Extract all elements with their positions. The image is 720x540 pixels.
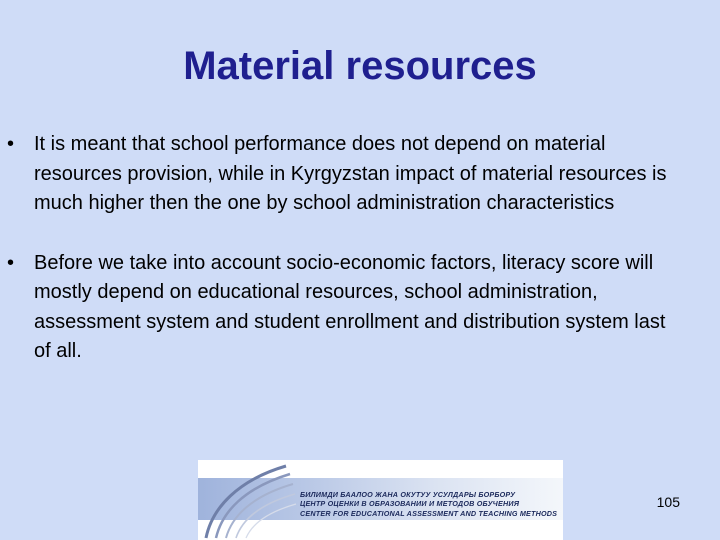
bullet-marker: • (7, 133, 15, 155)
bullet-text: It is meant that school performance does not depend on material resources provision, while in Kyrgyzstan impact of material resources is much higher then the one by school administration characteristics (34, 133, 667, 214)
bullet-item (0, 249, 720, 367)
swirl-logo-icon (198, 460, 298, 540)
logo-text (300, 490, 557, 518)
bullet-text: Before we take into account socio-economic factors, literacy score will mostly depend on educational resources, school administration, assessment system and student enrollment and distribution system last of all. (34, 251, 666, 362)
bullet-marker: • (7, 251, 15, 274)
organization-logo (198, 460, 563, 540)
bullet-list (0, 130, 720, 397)
logo-line-english: CENTER FOR EDUCATIONAL ASSESSMENT AND TEACHING METHODS (300, 508, 558, 518)
logo-line-kyrgyz: БИЛИМДИ БААЛОО ЖАНА ОКУТУУ УСУЛДАРЫ БОРБОРУ (300, 490, 516, 499)
page-number: 105 (656, 494, 680, 510)
logo-line-russian: ЦЕНТР ОЦЕНКИ В ОБРАЗОВАНИИ И МЕТОДОВ ОБУЧЕНИЯ (300, 499, 520, 509)
slide-title: Material resources (183, 44, 537, 88)
bullet-item (0, 130, 720, 219)
